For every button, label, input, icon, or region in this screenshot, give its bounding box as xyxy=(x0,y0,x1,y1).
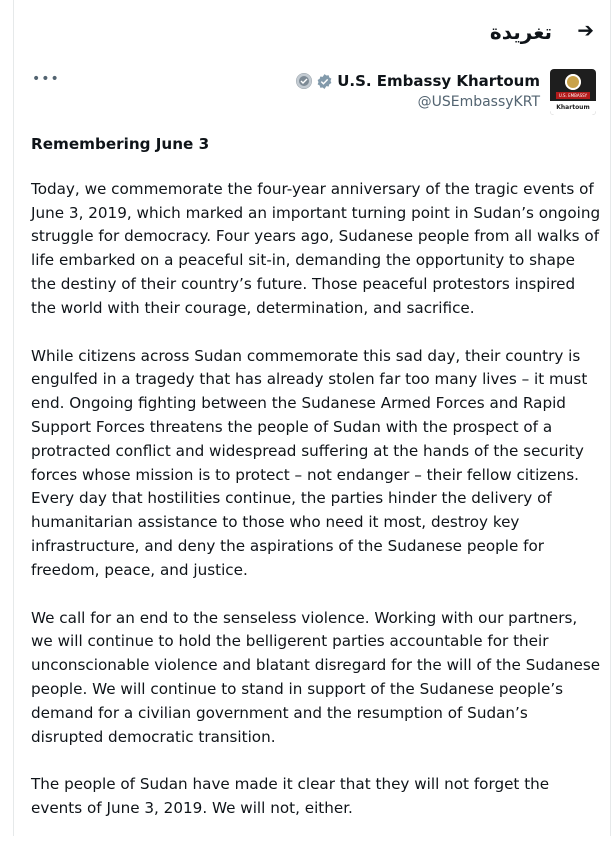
tweet-header xyxy=(14,68,610,118)
author-identity[interactable] xyxy=(296,70,540,112)
embassy-seal-icon xyxy=(565,74,581,90)
author-name-row xyxy=(296,70,540,92)
tweet-card xyxy=(13,0,611,836)
author-handle[interactable]: @USEmbassyKRT xyxy=(417,94,540,110)
tweet-paragraph: The people of Sudan have made it clear that they will not forget the events of June 3, 2019. We will not, either. xyxy=(31,775,550,818)
avatar-label: Khartoum xyxy=(550,101,596,115)
more-options-button[interactable]: ••• xyxy=(32,71,60,87)
tweet-body xyxy=(31,133,601,845)
page-title: تغريدة xyxy=(489,20,552,44)
verified-badge-icon xyxy=(316,73,333,90)
tweet-paragraph: Today, we commemorate the four-year anniversary of the tragic events of June 3, 2019, which marked an important turning point in Sudan’s ongoing struggle for democracy. Four years ago, Sudanese people from all walks of life embarked on a peaceful sit-in, demanding the opportunity to shape the destiny of their country’s future. Those peaceful protestors inspired the world with their courage, determination, and sacrifice. xyxy=(31,179,601,317)
tweet-paragraph: While citizens across Sudan commemorate this sad day, their country is engulfed in a tragedy that has already stolen far too many lives – it must end. Ongoing fighting between the Sudanese Armed Forces and Rapid Support Forces threatens the people of Sudan with the prospect of a protracted conflict and widespread suffering at the hands of the security forces whose mission is to protect – not endanger – their fellow citizens. Every day that hostilities continue, the parties hinder the delivery of humanitarian assistance to those who need it most, destroy key infrastructure, and deny the aspirations of the Sudanese people for freedom, peace, and justice. xyxy=(31,346,588,579)
avatar-banner: U.S. EMBASSY xyxy=(556,92,590,99)
top-bar xyxy=(14,12,610,52)
arrow-right-icon[interactable]: ➔ xyxy=(577,18,594,42)
avatar[interactable] xyxy=(550,69,596,115)
government-affiliation-icon xyxy=(296,73,312,89)
tweet-heading: Remembering June 3 xyxy=(31,135,210,153)
tweet-paragraph: We call for an end to the senseless violence. Working with our partners, we will continue to hold the belligerent parties accountable for their unconscionable violence and blatant disregard for the will of the Sudanese people. We will continue to stand in support of the Sudanese people’s demand for a civilian government and the resumption of Sudan’s disrupted democratic transition. xyxy=(31,608,601,746)
author-display-name[interactable]: U.S. Embassy Khartoum xyxy=(337,72,540,90)
